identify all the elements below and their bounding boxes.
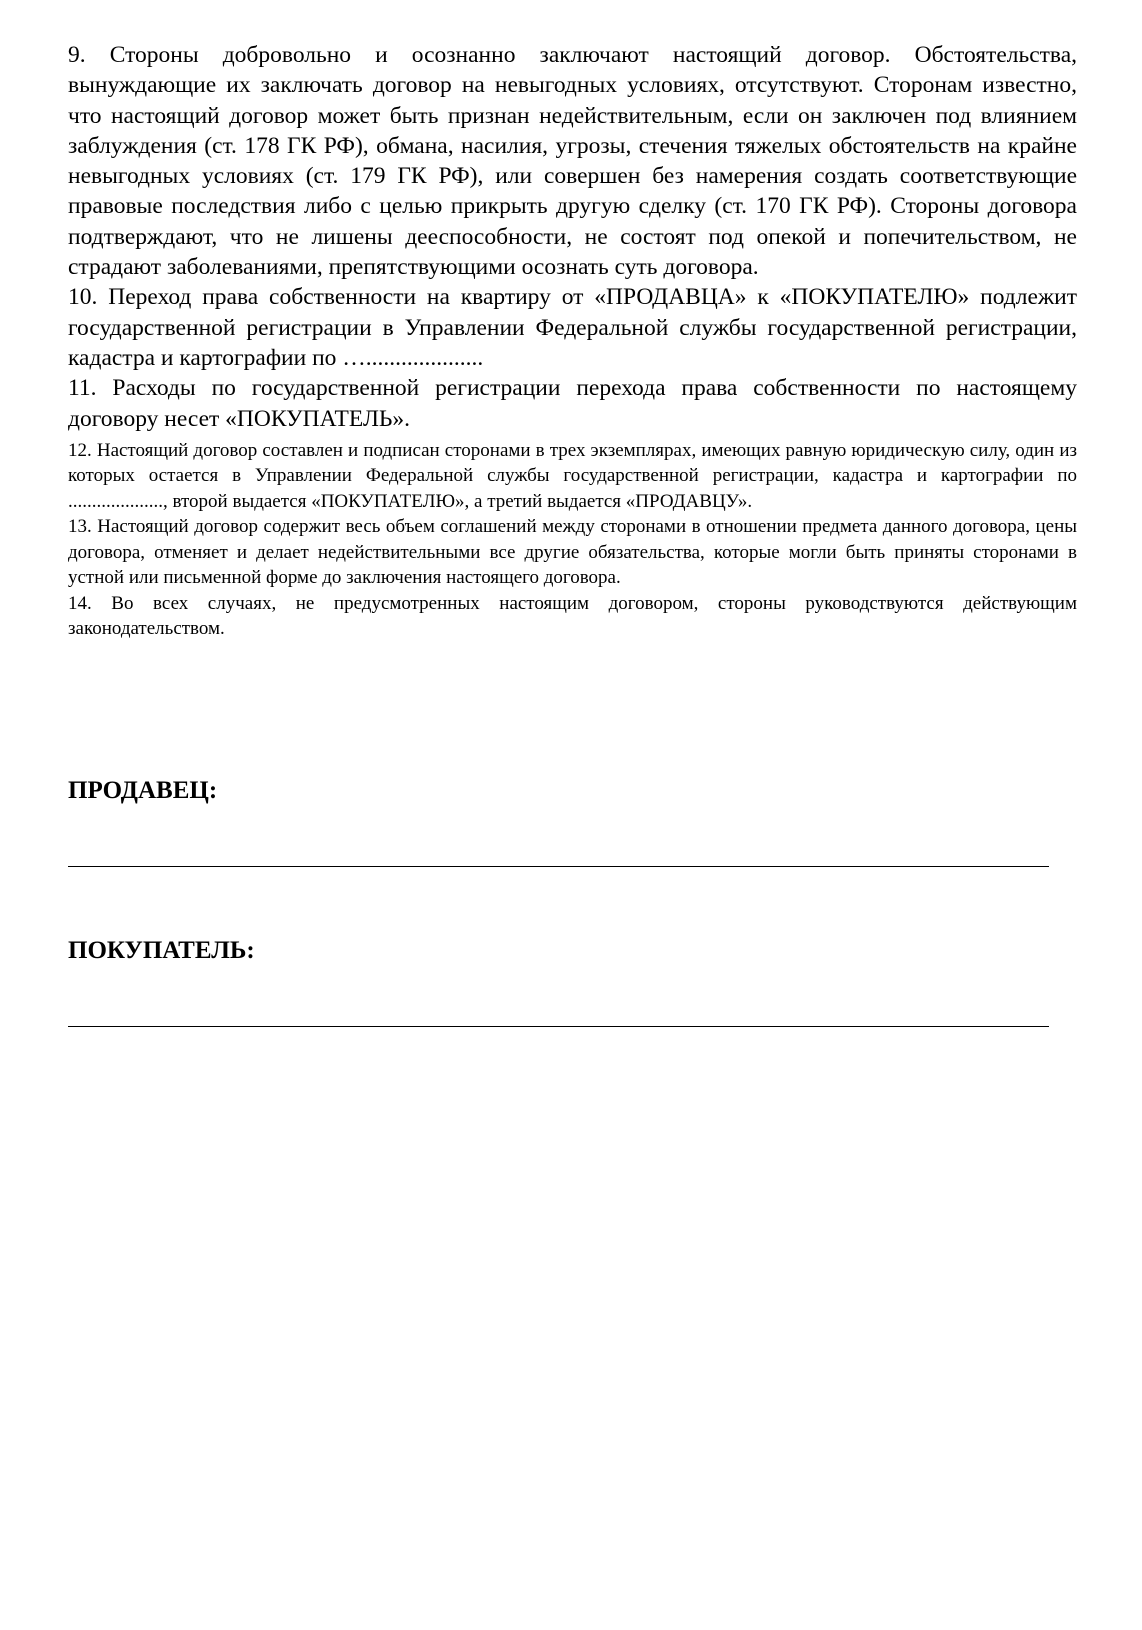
clause-11: 11. Расходы по государственной регистрации перехода права собственности по настоящему договору несет «ПОКУПАТЕЛЬ».	[68, 375, 1077, 432]
seller-signature-line	[68, 866, 1049, 867]
contract-page	[68, 40, 1077, 964]
clause-13: 13. Настоящий договор содержит весь объем соглашений между сторонами в отношении предмета данного договора, цены договора, отменяет и делает недействительными все другие обязательства, которые могли быть приняты сторонами в устной или письменной форме до заключения настоящего договора.	[68, 516, 1077, 589]
clause-12: 12. Настоящий договор составлен и подписан сторонами в трех экземплярах, имеющих равную юридическую силу, один из которых остается в Управлении Федеральной службы государственной регистрации, кадастра и картографии по ...................., второй выдается «ПОКУПАТЕЛЮ», а третий выдается «ПРОДАВЦУ».	[68, 439, 1077, 512]
buyer-title: ПОКУПАТЕЛЬ:	[68, 937, 255, 964]
clause-10: 10. Переход права собственности на квартиру от «ПРОДАВЦА» к «ПОКУПАТЕЛЮ» подлежит государственной регистрации в Управлении Федеральной службы государственной регистрации, кадастра и картографии по …....................	[68, 284, 1077, 371]
clause-14: 14. Во всех случаях, не предусмотренных настоящим договором, стороны руководствуются действующим законодательством.	[68, 592, 1077, 640]
clause-9: 9. Стороны добровольно и осознанно заключают настоящий договор. Обстоятельства, вынуждающие их заключать договор на невыгодных условиях, отсутствуют. Сторонам известно, что настоящий договор может быть признан недействительным, если он заключен под влиянием заблуждения (ст. 178 ГК РФ), обмана, насилия, угрозы, стечения тяжелых обстоятельств на крайне невыгодных условиях (ст. 179 ГК РФ), или совершен без намерения создать соответствующие правовые последствия либо с целью прикрыть другую сделку (ст. 170 ГК РФ). Стороны договора подтверждают, что не лишены дееспособности, не состоят под опекой и попечительством, не страдают заболеваниями, препятствующими осознать суть договора.	[68, 42, 1077, 281]
seller-title: ПРОДАВЕЦ:	[68, 777, 218, 804]
buyer-signature-line	[68, 1026, 1049, 1027]
